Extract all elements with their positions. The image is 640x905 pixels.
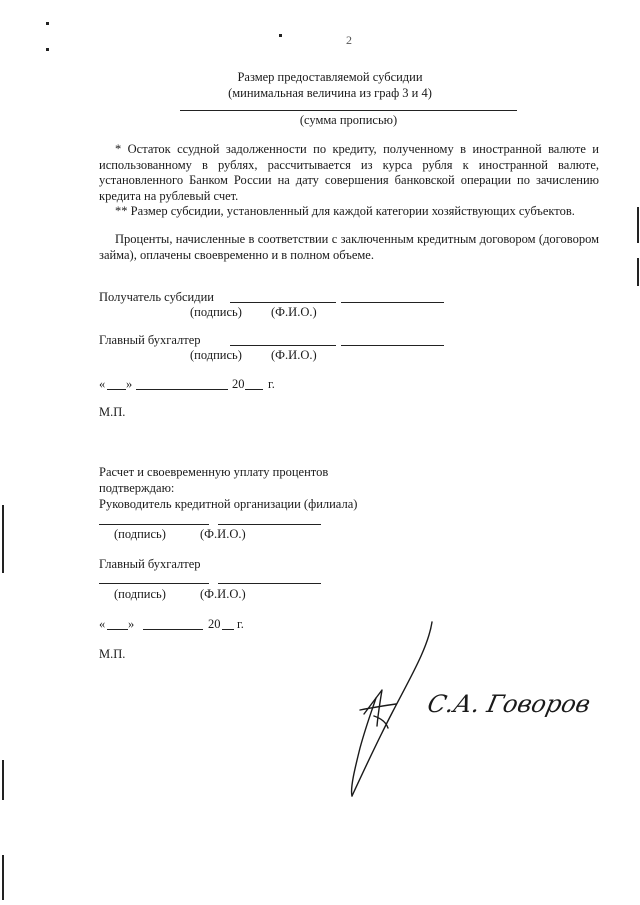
interest-paid-statement: Проценты, начисленные в соответствии с заключенным кредитным договором (договором займа), оплачены своевременно и в полном объеме. (99, 232, 599, 262)
bank-confirmation-line2: подтверждаю: (99, 481, 175, 495)
recipient-accountant-signature-line (230, 345, 336, 346)
subsidy-amount-heading: Размер предоставляемой субсидии (237, 70, 423, 84)
bank-confirmation-line1: Расчет и своевременную уплату процентов (99, 465, 329, 479)
recipient-accountant-label: Главный бухгалтер (99, 333, 201, 347)
bank-accountant-name-caption: (Ф.И.О.) (200, 587, 246, 601)
bank-accountant-name-line (218, 583, 321, 584)
scan-edge-mark (637, 207, 639, 243)
bank-head-label: Руководитель кредитной организации (филиала) (99, 497, 358, 511)
scan-edge-mark (2, 505, 4, 573)
recipient-date-year-line (245, 389, 263, 390)
bank-date-month-line (143, 629, 203, 630)
recipient-accountant-name-caption: (Ф.И.О.) (271, 348, 317, 362)
scan-speck (46, 22, 49, 25)
recipient-stamp-mark: М.П. (99, 405, 126, 419)
bank-head-name-caption: (Ф.И.О.) (200, 527, 246, 541)
recipient-date-year-suffix: г. (268, 377, 275, 391)
amount-in-words-caption: (сумма прописью) (299, 113, 398, 127)
recipient-date-year-prefix: 20 (232, 377, 245, 391)
bank-stamp-mark: М.П. (99, 647, 126, 661)
recipient-name-line (341, 302, 444, 303)
scan-speck (46, 48, 49, 51)
bank-accountant-signature-caption: (подпись) (114, 587, 166, 601)
subsidy-amount-subheading: (минимальная величина из граф 3 и 4) (228, 86, 432, 100)
bank-head-signature-caption: (подпись) (114, 527, 166, 541)
footnote-subsidy-size: ** Размер субсидии, установленный для каждой категории хозяйствующих субъектов. (115, 204, 575, 218)
amount-in-words-line (180, 110, 517, 111)
scan-edge-mark (2, 855, 4, 900)
bank-date-day-line (107, 629, 128, 630)
bank-date-year-suffix: г. (237, 617, 244, 631)
recipient-accountant-name-line (341, 345, 444, 346)
recipient-date-open-quote: « (99, 377, 106, 391)
bank-accountant-label: Главный бухгалтер (99, 557, 201, 571)
bank-head-signature-line (99, 524, 209, 525)
bank-head-name-line (218, 524, 321, 525)
page-number: 2 (346, 33, 352, 47)
bank-date-year-prefix: 20 (208, 617, 221, 631)
recipient-signature-caption: (подпись) (190, 305, 242, 319)
scan-edge-mark (2, 760, 4, 800)
footnote-currency: * Остаток ссудной задолженности по кредиту, полученному в иностранной валюте и использованному в рублях, рассчитывается из курса рубля к иностранной валюте, установленного Банком России на дату совершения банковской операции по зачислению кредита на рублевый счет. (99, 142, 599, 203)
bank-date-open-quote: « (99, 617, 106, 631)
recipient-name-caption: (Ф.И.О.) (271, 305, 317, 319)
scan-speck (279, 34, 282, 37)
recipient-accountant-signature-caption: (подпись) (190, 348, 242, 362)
recipient-date-day-line (107, 389, 126, 390)
recipient-signature-line (230, 302, 336, 303)
bank-accountant-signature-line (99, 583, 209, 584)
bank-date-year-line (222, 629, 234, 630)
scan-edge-mark (637, 258, 639, 286)
recipient-label: Получатель субсидии (99, 290, 214, 304)
handwritten-signature (330, 618, 590, 818)
recipient-date-close-quote: » (126, 377, 133, 391)
signatory-name-handwritten: С.А. Говоров (425, 690, 593, 718)
recipient-date-month-line (136, 389, 228, 390)
bank-date-close-quote: » (128, 617, 135, 631)
